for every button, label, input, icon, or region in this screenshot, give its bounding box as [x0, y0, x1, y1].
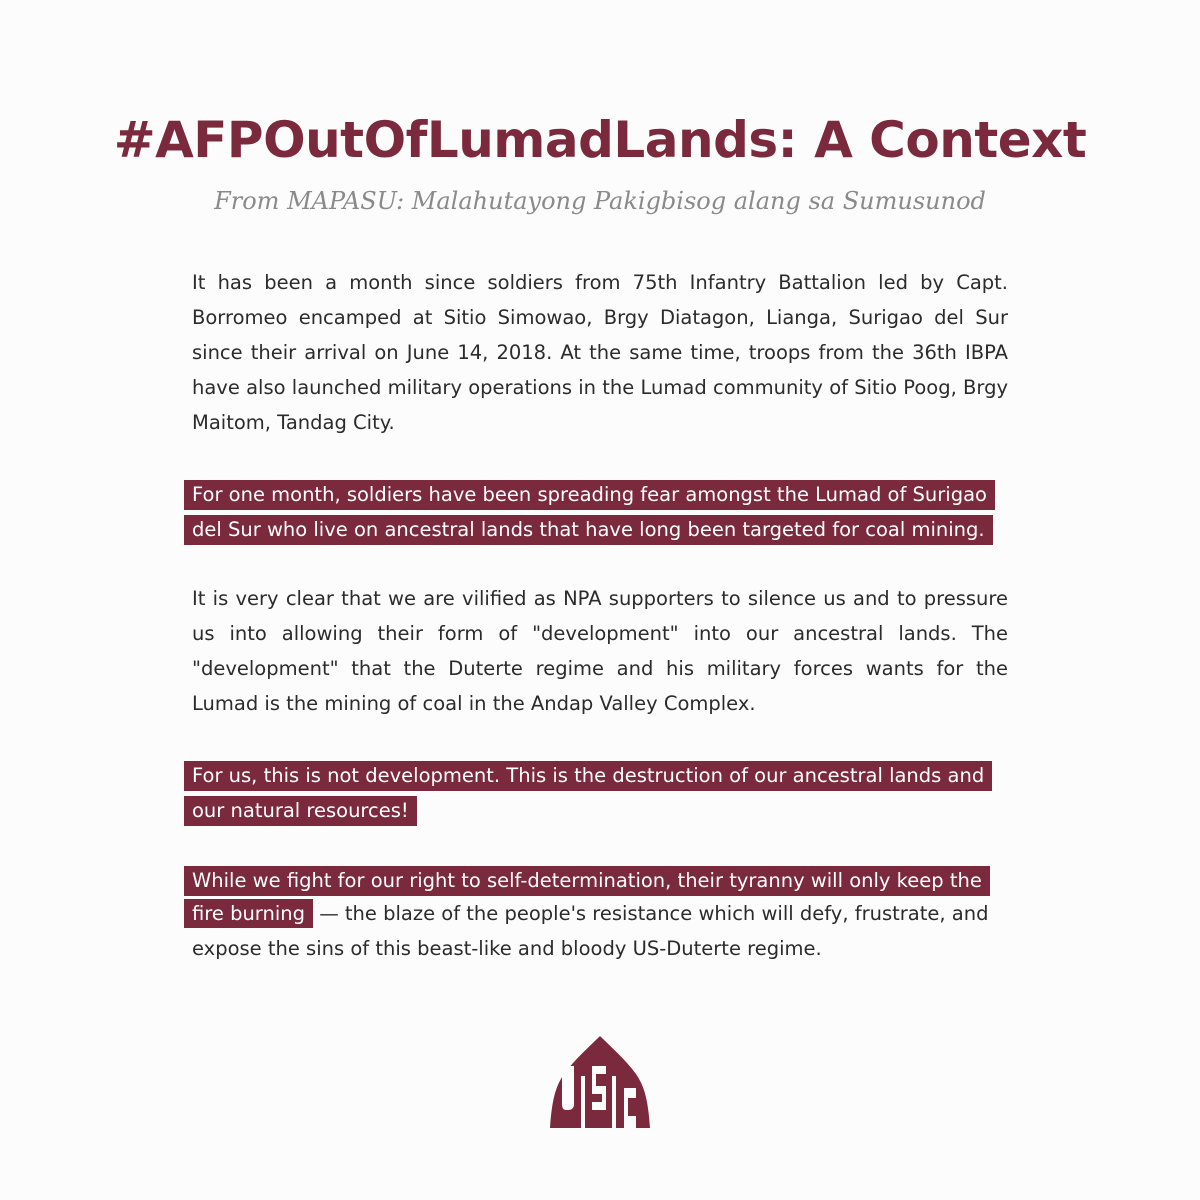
paragraph-intro: It has been a month since soldiers from 75th Infantry Battalion led by Capt. Borromeo encamped at Sitio Simowao, Brgy Diatagon, Lianga, Surigao del Sur since their arrival on June 14, 2018. At the same time, troops from the 36th IBPA have also launched military operations in the Lumad community of Sitio Poog, Brgy Maitom, Tandag City.	[192, 271, 1008, 434]
page-title: #AFPOutOfLumadLands: A Context	[113, 111, 1087, 169]
closing-text: — the blaze of the people's resistance which will defy, frustrate, and expose the sins of this beast-like and bloody US-Duterte regime.	[192, 902, 989, 960]
page-subtitle: From MAPASU: Malahutayong Pakigbisog alang sa Sumusunod	[214, 187, 986, 215]
usc-logo-icon	[548, 1036, 652, 1128]
paragraph-closing	[192, 896, 1008, 966]
highlight-line: del Sur who live on ancestral lands that have long been targeted for coal mining.	[184, 515, 993, 545]
highlight-line: For one month, soldiers have been spreading fear amongst the Lumad of Surigao	[184, 480, 995, 510]
highlight-line: For us, this is not development. This is the destruction of our ancestral lands and	[184, 761, 992, 791]
paragraph-vilified: It is very clear that we are vilified as NPA supporters to silence us and to pressure us into allowing their form of "development" into our ancestral lands. The "development" that the Duterte regime and his military forces wants for the Lumad is the mining of coal in the Andap Valley Complex.	[192, 587, 1008, 715]
highlight-block-destruction	[184, 756, 992, 826]
highlight-block-fear	[184, 475, 995, 545]
highlight-block-fight	[184, 861, 990, 896]
highlight-line: our natural resources!	[184, 796, 417, 826]
highlight-line: While we fight for our right to self-determination, their tyranny will only keep the	[184, 866, 990, 896]
highlight-inline: fire burning	[184, 899, 313, 928]
